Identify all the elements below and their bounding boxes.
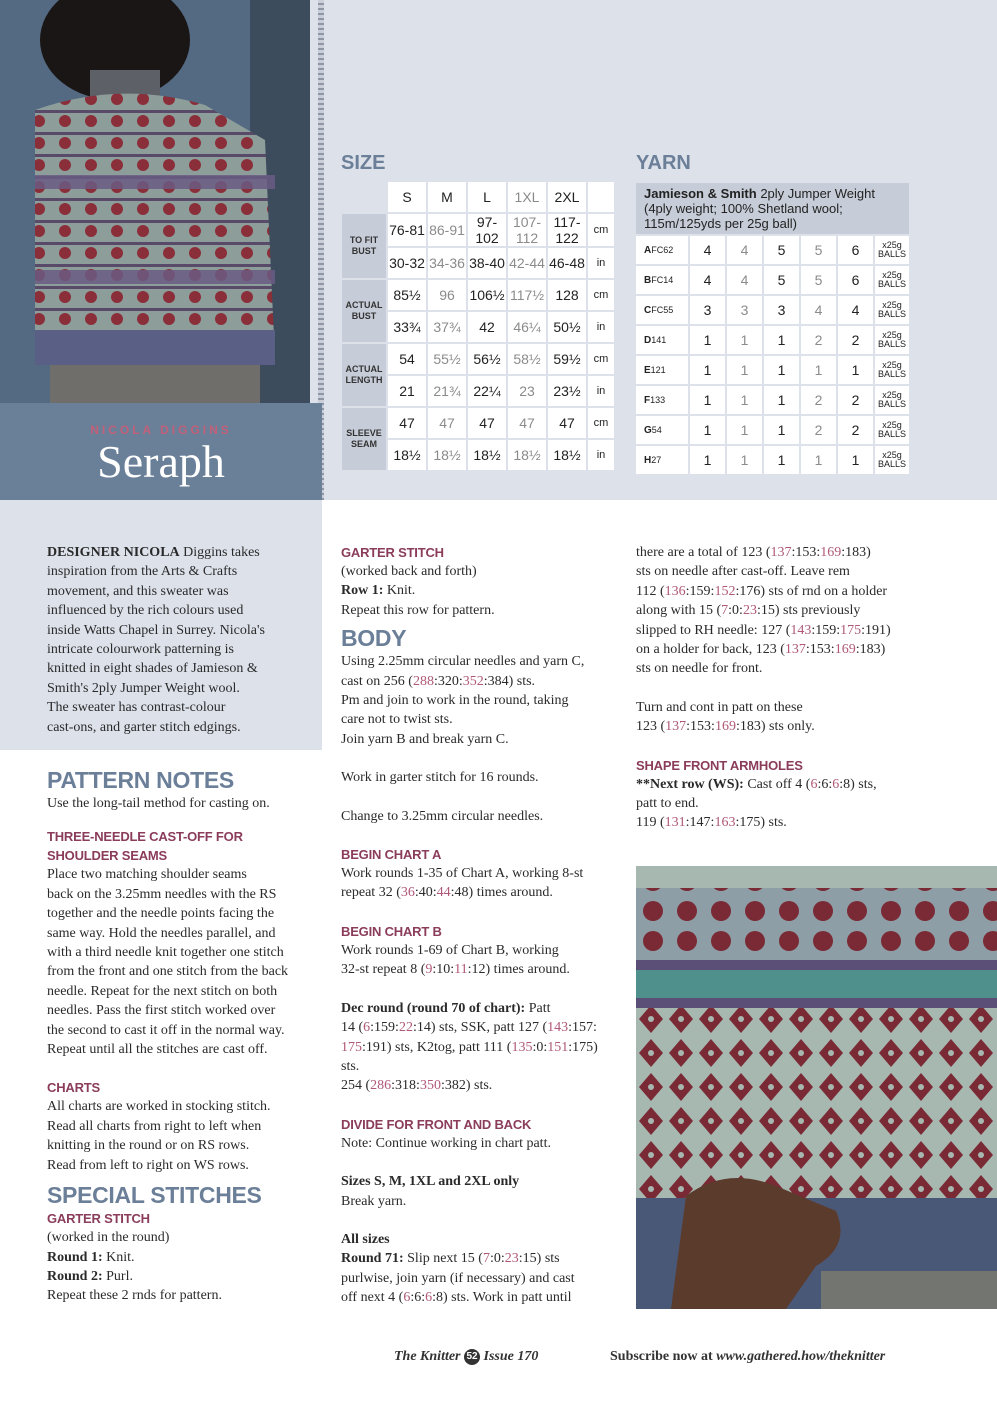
- size-cell: 46-48: [548, 248, 586, 278]
- footer-right: [610, 1349, 885, 1365]
- text-line: All charts are worked in stocking stitch.: [47, 1099, 271, 1115]
- text-line: Read from left to right on WS rows.: [47, 1157, 249, 1173]
- size-unit: in: [588, 248, 614, 278]
- yarn-quantity-cell: 1: [690, 356, 725, 384]
- yarn-quantity-cell: 6: [838, 266, 873, 294]
- yarn-quantity-cell: 5: [801, 236, 836, 264]
- text-line: [47, 1248, 322, 1267]
- size-unit: in: [588, 312, 614, 342]
- size-cell: 55½: [428, 344, 466, 374]
- size-cell: 38-40: [468, 248, 506, 278]
- text-line: 123 (137:153:169:183) sts only.: [636, 719, 815, 735]
- yarn-unit: x25g BALLS: [875, 326, 909, 354]
- size-cell: 107-112: [508, 214, 546, 246]
- text-line: sts on needle for front.: [636, 661, 763, 677]
- text-line: 32-st repeat 8 (9:10:11:12) times around.: [341, 962, 570, 978]
- yarn-quantity-cell: 4: [727, 266, 762, 294]
- yarn-quantity-cell: 3: [690, 296, 725, 324]
- text-line: same way. Hold the needles parallel, and: [47, 925, 276, 941]
- text-line: off next 4 (6:6:6:8) sts. Work in patt until: [341, 1290, 572, 1306]
- size-cell: 21¾: [428, 376, 466, 406]
- size-cell: 23: [508, 376, 546, 406]
- yarn-quantity-cell: 1: [727, 356, 762, 384]
- yarn-quantity-cell: 2: [838, 326, 873, 354]
- size-cell: 85½: [388, 280, 426, 310]
- size-cell: 47: [548, 408, 586, 438]
- dec-round-label: Dec round (round 70 of chart):: [341, 1000, 526, 1016]
- yarn-quantity-cell: 5: [764, 236, 799, 264]
- size-cell: 106½: [468, 280, 506, 310]
- size-cell: 22¼: [468, 376, 506, 406]
- size-row-label: SLEEVE SEAM: [342, 408, 386, 470]
- yarn-quantity-cell: 1: [727, 386, 762, 414]
- size-row-label: ACTUAL BUST: [342, 280, 386, 342]
- yarn-unit: x25g BALLS: [875, 296, 909, 324]
- yarn-shade-code: BFC14: [636, 266, 688, 294]
- title-block: [0, 403, 322, 500]
- yarn-shade-code: E121: [636, 356, 688, 384]
- size-row-label: ACTUAL LENGTH: [342, 344, 386, 406]
- size-cell: 18½: [388, 440, 426, 470]
- size-col-header-blank: [588, 182, 614, 212]
- size-cell: 34-36: [428, 248, 466, 278]
- yarn-heading: YARN: [636, 152, 691, 174]
- magazine-name: The Knitter: [394, 1349, 461, 1364]
- text-line: care not to twist sts.: [341, 712, 453, 728]
- text-line: repeat 32 (36:40:44:48) times around.: [341, 885, 553, 901]
- yarn-quantity-cell: 4: [801, 296, 836, 324]
- size-cell: 18½: [468, 440, 506, 470]
- text-line: along with 15 (7:0:23:15) sts previously: [636, 603, 861, 619]
- intro-line: influenced by the rich colours used: [47, 603, 244, 619]
- size-cell: 58½: [508, 344, 546, 374]
- yarn-description: [636, 183, 909, 234]
- yarn-quantity-cell: 2: [801, 386, 836, 414]
- size-unit: cm: [588, 408, 614, 438]
- yarn-quantity-cell: 1: [727, 446, 762, 474]
- yarn-quantity-cell: 5: [764, 266, 799, 294]
- pattern-title: Seraph: [97, 436, 225, 487]
- pattern-notes-heading: PATTERN NOTES: [47, 767, 234, 793]
- yarn-quantity-cell: 3: [764, 296, 799, 324]
- round-text: Purl.: [102, 1268, 133, 1284]
- text-line: Using 2.25mm circular needles and yarn C,: [341, 654, 585, 670]
- text-line: sts on needle after cast-off. Leave rem: [636, 564, 850, 580]
- text-line: on a holder for back, 123 (137:153:169:183): [636, 642, 886, 658]
- size-cell: 97-102: [468, 214, 506, 246]
- intro-line: intricate colourwork patterning is: [47, 642, 234, 658]
- yarn-quantity-cell: 1: [690, 326, 725, 354]
- text-line: slipped to RH needle: 127 (143:159:175:191): [636, 622, 891, 638]
- text-line: **Next row (WS): Cast off 4 (6:6:6:8) sts,: [636, 776, 877, 792]
- yarn-quantity-cell: 1: [764, 446, 799, 474]
- yarn-unit: x25g BALLS: [875, 446, 909, 474]
- yarn-unit: x25g BALLS: [875, 236, 909, 264]
- yarn-table: [634, 181, 911, 476]
- yarn-shade-code: CFC55: [636, 296, 688, 324]
- size-cell: 47: [388, 408, 426, 438]
- size-col-header: M: [428, 182, 466, 212]
- armhole-heading: SHAPE FRONT ARMHOLES: [636, 757, 803, 773]
- text-line: 112 (136:159:152:176) sts of rnd on a holder: [636, 583, 888, 599]
- text-line: needles. Pass the first stitch worked over: [47, 1003, 276, 1019]
- size-cell: 117½: [508, 280, 546, 310]
- yarn-quantity-cell: 1: [801, 356, 836, 384]
- text-line: Repeat these 2 rnds for pattern.: [47, 1288, 222, 1304]
- text-line: Change to 3.25mm circular needles.: [341, 808, 544, 824]
- text-line: purlwise, join yarn (if necessary) and cast: [341, 1270, 575, 1286]
- text-line: Round 71: Slip next 15 (7:0:23:15) sts: [341, 1251, 560, 1267]
- yarn-shade-code: F133: [636, 386, 688, 414]
- size-cell: 50½: [548, 312, 586, 342]
- yarn-quantity-cell: 2: [801, 416, 836, 444]
- text-line: Read all charts from right to left when: [47, 1118, 262, 1134]
- sweater-closeup-photo: [636, 866, 997, 1309]
- size-heading: SIZE: [341, 152, 386, 174]
- yarn-quantity-cell: 1: [690, 446, 725, 474]
- text-line: Note: Continue working in chart patt.: [341, 1135, 551, 1151]
- yarn-unit: x25g BALLS: [875, 266, 909, 294]
- size-cell: 47: [508, 408, 546, 438]
- page-number: 52: [464, 1349, 480, 1365]
- size-cell: 76-81: [388, 214, 426, 246]
- size-unit: cm: [588, 214, 614, 246]
- size-cell: 18½: [508, 440, 546, 470]
- yarn-quantity-cell: 1: [764, 386, 799, 414]
- yarn-quantity-cell: 2: [838, 386, 873, 414]
- chart-b-heading: BEGIN CHART B: [341, 923, 442, 939]
- text-line: 119 (131:147:163:175) sts.: [636, 815, 787, 831]
- text-line: Repeat until all the stitches are cast off.: [47, 1042, 268, 1058]
- yarn-quantity-cell: 1: [764, 326, 799, 354]
- intro-line: The sweater has contrast-colour: [47, 700, 226, 716]
- yarn-unit: x25g BALLS: [875, 356, 909, 384]
- row-label: Row 1:: [341, 583, 384, 599]
- issue-number: Issue 170: [483, 1349, 539, 1364]
- size-table-corner: [342, 182, 386, 212]
- yarn-quantity-cell: 1: [727, 326, 762, 354]
- column-1: [47, 766, 322, 1306]
- size-cell: 117-122: [548, 214, 586, 246]
- garter-stitch-heading: GARTER STITCH: [47, 1211, 150, 1227]
- size-cell: 128: [548, 280, 586, 310]
- yarn-quantity-cell: 6: [838, 236, 873, 264]
- size-col-header: 2XL: [548, 182, 586, 212]
- yarn-unit: x25g BALLS: [875, 416, 909, 444]
- size-cell: 47: [428, 408, 466, 438]
- size-cell: 33¾: [388, 312, 426, 342]
- text-line: Dec round (round 70 of chart): Patt: [341, 1000, 551, 1016]
- pattern-notes-text: Use the long-tail method for casting on.: [47, 796, 270, 811]
- round-text: Knit.: [102, 1249, 135, 1265]
- text-line: there are a total of 123 (137:153:169:183): [636, 545, 871, 560]
- size-row-label: TO FIT BUST: [342, 214, 386, 278]
- intro-lead: DESIGNER NICOLA: [47, 545, 180, 560]
- designer-name: NICOLA DIGGINS: [90, 423, 232, 437]
- text-line: 14 (6:159:22:14) sts, SSK, patt 127 (143:157:: [341, 1020, 597, 1036]
- size-cell: 18½: [428, 440, 466, 470]
- size-cell: 42: [468, 312, 506, 342]
- text-line: Place two matching shoulder seams: [47, 867, 247, 883]
- size-unit: in: [588, 440, 614, 470]
- size-table: [340, 180, 616, 472]
- size-unit: cm: [588, 344, 614, 374]
- yarn-quantity-cell: 4: [727, 236, 762, 264]
- three-needle-heading: THREE-NEEDLE CAST-OFF FOR: [47, 829, 243, 845]
- round-label: Round 1:: [47, 1249, 103, 1265]
- yarn-quantity-cell: 1: [764, 356, 799, 384]
- text-line: 254 (286:318:350:382) sts.: [341, 1078, 493, 1094]
- text-line: (worked in the round): [47, 1230, 170, 1246]
- yarn-shade-code: AFC62: [636, 236, 688, 264]
- intro-line: Diggins takes: [179, 545, 260, 560]
- subscribe-url[interactable]: www.gathered.how/theknitter: [716, 1349, 886, 1364]
- yarn-quantity-cell: 1: [838, 446, 873, 474]
- size-cell: 21: [388, 376, 426, 406]
- size-unit: in: [588, 376, 614, 406]
- text-line: needle. Repeat for the next stitch on both: [47, 983, 278, 999]
- row-text: Knit.: [383, 583, 416, 599]
- text-line: back on the 3.25mm needles with the RS: [47, 886, 277, 902]
- divide-heading: DIVIDE FOR FRONT AND BACK: [341, 1116, 532, 1132]
- text-line: with a third needle knit together one stitch: [47, 945, 284, 961]
- yarn-shade-code: G54: [636, 416, 688, 444]
- yarn-quantity-cell: 2: [801, 326, 836, 354]
- size-col-header: 1XL: [508, 182, 546, 212]
- size-cell: 18½: [548, 440, 586, 470]
- yarn-quantity-cell: 1: [801, 446, 836, 474]
- special-stitches-heading: SPECIAL STITCHES: [47, 1182, 262, 1209]
- text-line: knitting in the round or on RS rows.: [47, 1138, 250, 1154]
- body-heading: BODY: [341, 625, 407, 652]
- intro-text: [47, 543, 319, 737]
- intro-line: movement, and this sweater was: [47, 583, 229, 599]
- yarn-quantity-cell: 1: [764, 416, 799, 444]
- size-cell: 23½: [548, 376, 586, 406]
- text-line: Repeat this row for pattern.: [341, 602, 495, 618]
- text-line: cast on 256 (288:320:352:384) sts.: [341, 673, 536, 689]
- text-line: Work rounds 1-69 of Chart B, working: [341, 942, 559, 958]
- yarn-weight: 2ply Jumper Weight (4ply weight; 100% Shetland wool; 115m/125yds per 25g ball): [644, 186, 875, 231]
- yarn-quantity-cell: 1: [838, 356, 873, 384]
- column-2: [341, 543, 626, 1308]
- size-cell: 30-32: [388, 248, 426, 278]
- chart-a-heading: BEGIN CHART A: [341, 847, 442, 863]
- text-line: Break yarn.: [341, 1193, 407, 1209]
- text-line: [47, 1267, 322, 1286]
- text-line: Work rounds 1-35 of Chart A, working 8-st: [341, 866, 584, 882]
- yarn-brand: Jamieson & Smith: [644, 186, 757, 201]
- yarn-unit: x25g BALLS: [875, 386, 909, 414]
- subscribe-text: Subscribe now at: [610, 1349, 713, 1364]
- size-cell: 86-91: [428, 214, 466, 246]
- size-cell: 96: [428, 280, 466, 310]
- yarn-quantity-cell: 3: [727, 296, 762, 324]
- column-3: [636, 543, 936, 833]
- size-cell: 59½: [548, 344, 586, 374]
- size-col-header: S: [388, 182, 426, 212]
- yarn-quantity-cell: 1: [690, 416, 725, 444]
- text-line: (worked back and forth): [341, 564, 477, 579]
- text-line: Sizes S, M, 1XL and 2XL only: [341, 1174, 520, 1190]
- intro-line: Smith's 2ply Jumper Weight wool.: [47, 680, 240, 696]
- yarn-quantity-cell: 1: [727, 416, 762, 444]
- yarn-quantity-cell: 2: [838, 416, 873, 444]
- intro-line: knitted in eight shades of Jamieson &: [47, 661, 258, 677]
- text-line: Pm and join to work in the round, taking: [341, 693, 569, 709]
- intro-line: cast-ons, and garter stitch edgings.: [47, 719, 241, 735]
- text-line: All sizes: [341, 1231, 390, 1247]
- yarn-shade-code: H27: [636, 446, 688, 474]
- text-line: Join yarn B and break yarn C.: [341, 731, 509, 747]
- yarn-quantity-cell: 4: [690, 266, 725, 294]
- yarn-quantity-cell: 4: [690, 236, 725, 264]
- three-needle-heading: SHOULDER SEAMS: [47, 848, 167, 864]
- garter-stitch-heading: GARTER STITCH: [341, 545, 444, 560]
- round-label: Round 2:: [47, 1268, 103, 1284]
- size-cell: 47: [468, 408, 506, 438]
- footer-left: [394, 1349, 538, 1365]
- yarn-quantity-cell: 5: [801, 266, 836, 294]
- sweater-back-photo: [0, 0, 310, 403]
- size-cell: 54: [388, 344, 426, 374]
- text-line: from the front and one stitch from the back: [47, 964, 289, 980]
- size-col-header: L: [468, 182, 506, 212]
- text-line: the second to cast it off in the normal way.: [47, 1022, 285, 1038]
- text-line: sts.: [341, 1058, 360, 1074]
- size-cell: 42-44: [508, 248, 546, 278]
- size-unit: cm: [588, 280, 614, 310]
- text-line: [341, 581, 626, 600]
- text-line: Turn and cont in patt on these: [636, 699, 803, 715]
- yarn-quantity-cell: 4: [838, 296, 873, 324]
- intro-line: inspiration from the Arts & Crafts: [47, 564, 238, 580]
- size-cell: 46¼: [508, 312, 546, 342]
- text-line: 175:191) sts, K2tog, patt 111 (135:0:151:175): [341, 1039, 598, 1055]
- size-cell: 56½: [468, 344, 506, 374]
- yarn-quantity-cell: 1: [690, 386, 725, 414]
- text-line: together and the needle points facing the: [47, 906, 275, 922]
- text-line: Work in garter stitch for 16 rounds.: [341, 770, 539, 786]
- text-line: patt to end.: [636, 796, 699, 812]
- charts-heading: CHARTS: [47, 1080, 100, 1096]
- yarn-shade-code: D141: [636, 326, 688, 354]
- intro-line: inside Watts Chapel in Surrey. Nicola's: [47, 622, 265, 638]
- size-cell: 37¾: [428, 312, 466, 342]
